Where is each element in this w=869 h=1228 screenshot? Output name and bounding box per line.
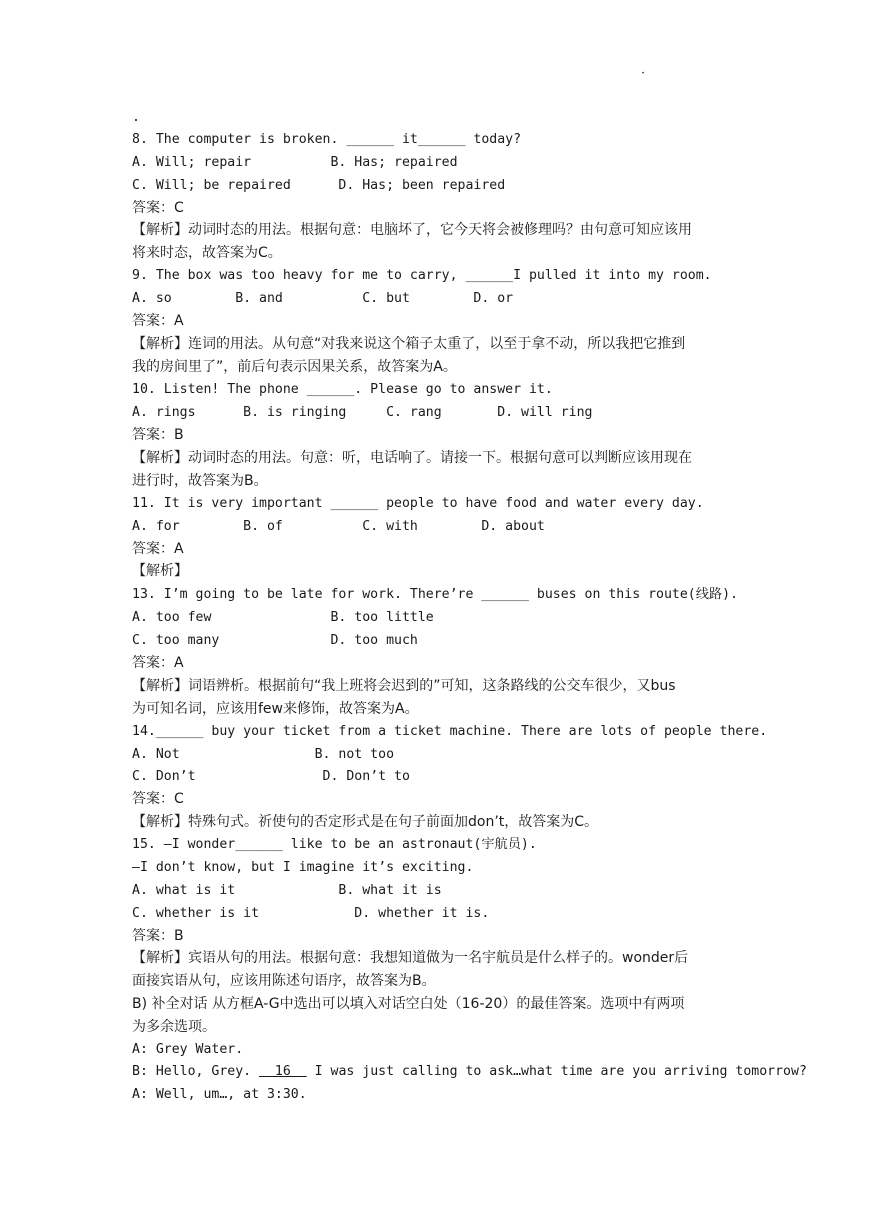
text-line: 【解析】宾语从句的用法。根据句意：我想知道做为一名宇航员是什么样子的。wonder后 (132, 950, 689, 966)
text-line: B) 补全对话 从方框A-G中选出可以填入对话空白处（16-20）的最佳答案。选项中有两项 (132, 996, 685, 1012)
text-line: 【解析】词语辨析。根据前句“我上班将会迟到的”可知，这条路线的公交车很少，又bus (132, 678, 676, 694)
dialog-b-prefix: B: Hello, Grey. (132, 1064, 260, 1079)
text-line: —I don’t know, but I imagine it’s exciting. (132, 860, 474, 875)
text-line: 答案：B (132, 427, 184, 443)
dialog-b-suffix: I was just calling to ask…what time are you arriving tomorrow? (306, 1064, 807, 1079)
text-line: 【解析】动词时态的用法。句意：听，电话响了。请接一下。根据句意可以判断应该用现在 (132, 450, 692, 466)
text-line: 【解析】连词的用法。从句意“对我来说这个箱子太重了，以至于拿不动，所以我把它推到 (132, 336, 686, 352)
text-line: C. too many D. too much (132, 633, 418, 648)
text-line: 8. The computer is broken. ______ it______ today? (132, 132, 522, 147)
dialog-line-b (132, 1062, 807, 1082)
text-line: 【解析】特殊句式。祈使句的否定形式是在句子前面加don’t，故答案为C。 (132, 814, 599, 830)
text-line: 答案：C (132, 200, 184, 216)
text-line: A. too few B. too little (132, 610, 434, 625)
header-dot: · (641, 66, 646, 81)
text-line: C. Don’t D. Don’t to (132, 769, 410, 784)
text-line: 14.______ buy your ticket from a ticket machine. There are lots of people there. (132, 724, 768, 739)
text-line: A. rings B. is ringing C. rang D. will ring (132, 405, 593, 420)
text-line: A: Grey Water. (132, 1042, 244, 1057)
text-line: C. whether is it D. whether it is. (132, 906, 490, 921)
text-line: 为多余选项。 (132, 1019, 216, 1035)
text-line: C. Will; be repaired D. Has; been repaired (132, 178, 506, 193)
text-line: A. Will; repair B. Has; repaired (132, 155, 458, 170)
text-line: 面接宾语从句，应该用陈述句语序，故答案为B。 (132, 973, 436, 989)
text-line: 10. Listen! The phone ______. Please go to answer it. (132, 382, 553, 397)
text-line: A. Not B. not too (132, 747, 395, 762)
text-line: 答案：A (132, 655, 184, 671)
text-line: 进行时，故答案为B。 (132, 473, 268, 489)
text-line: 我的房间里了”，前后句表示因果关系，故答案为A。 (132, 359, 457, 375)
text-line: 答案：C (132, 791, 184, 807)
blank-16: 16 (259, 1064, 307, 1079)
text-line: 答案：B (132, 928, 184, 944)
text-line: 9. The box was too heavy for me to carry, ______I pulled it into my room. (132, 268, 712, 283)
text-line: . (132, 110, 140, 125)
text-line: 【解析】动词时态的用法。根据句意：电脑坏了，它今天将会被修理吗？由句意可知应该用 (132, 222, 692, 238)
text-line: 13. I’m going to be late for work. There’re ______ buses on this route(线路). (132, 587, 738, 602)
text-line: 为可知名词，应该用few来修饰，故答案为A。 (132, 701, 419, 717)
text-line: A. what is it B. what it is (132, 883, 442, 898)
text-line: 11. It is very important ______ people to have food and water every day. (132, 496, 704, 511)
text-line: A. for B. of C. with D. about (132, 519, 545, 534)
dialog-line-a2: A: Well, um…, at 3:30. (132, 1087, 307, 1102)
text-line: 【解析】 (132, 563, 188, 579)
text-line: 将来时态，故答案为C。 (132, 245, 282, 261)
text-line: 15. —I wonder______ like to be an astronaut(宇航员). (132, 837, 537, 852)
text-line: A. so B. and C. but D. or (132, 291, 514, 306)
text-line: 答案：A (132, 313, 184, 329)
text-line: 答案：A (132, 541, 184, 557)
